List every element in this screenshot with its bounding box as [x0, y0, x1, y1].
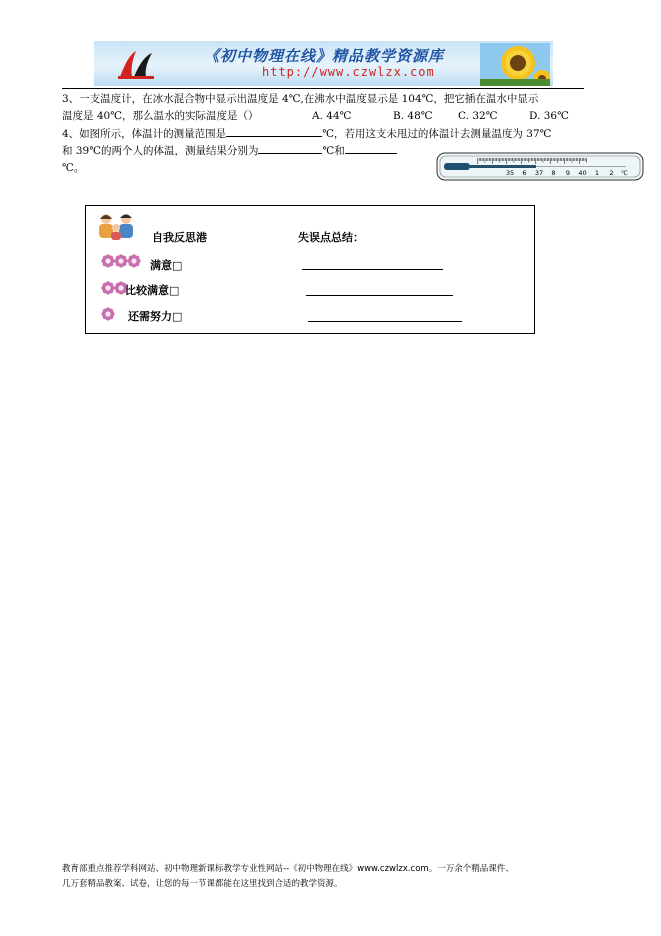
thermometer-scale-label: 8	[551, 169, 556, 177]
reflection-title: 自我反思港	[152, 231, 207, 244]
q4-text-and: ℃和	[322, 145, 345, 157]
footer-line-2: 几万套精品教案、试卷，让您的每一节课都能在这里找到合适的教学资源。	[62, 879, 343, 889]
flower-icon	[101, 281, 115, 295]
q3-option-d[interactable]: D. 36℃	[529, 110, 569, 122]
flower-icon	[127, 254, 141, 268]
header-rule	[62, 88, 584, 89]
thermometer-scale-label: 40	[578, 169, 587, 177]
summary-line-2[interactable]	[306, 295, 453, 296]
summary-line-3[interactable]	[308, 321, 462, 322]
clinical-thermometer-figure	[436, 152, 646, 182]
summary-line-1[interactable]	[302, 269, 443, 270]
q4-line-2	[62, 143, 397, 158]
banner-url[interactable]: http://www.czwlzx.com	[262, 65, 435, 79]
q4-text-range: 4、如图所示，体温计的测量范围是	[62, 128, 227, 140]
mistake-summary-title: 失误点总结：	[298, 231, 364, 244]
banner-title: 《初中物理在线》精品教学资源库	[204, 47, 445, 65]
rating-satisfied-label[interactable]: 满意□	[150, 259, 183, 272]
family-icon	[94, 211, 138, 241]
q3-option-c[interactable]: C. 32℃	[458, 110, 498, 122]
thermometer-scale-label: 9	[565, 169, 571, 177]
header-banner	[94, 41, 553, 86]
thermometer-scale-label: 1	[594, 169, 600, 177]
q4-blank-range[interactable]	[226, 126, 322, 137]
footer-line-1: 教育部重点推荐学科网站、初中物理新课标教学专业性网站--《初中物理在线》www.czwlzx.com。一万余个精品课件、	[62, 864, 514, 874]
site-logo	[116, 47, 156, 81]
q4-blank-result-2[interactable]	[345, 143, 397, 154]
q3-line-1: 3、一支温度计，在冰水混合物中显示出温度是 4℃,在沸水中温度显示是 104℃，把它插在温水中显示	[62, 93, 539, 105]
rating-needs-effort-label[interactable]: 还需努力□	[128, 310, 183, 323]
self-reflection-box	[85, 205, 535, 334]
flower-icon	[101, 307, 115, 321]
thermometer-unit: ℃	[621, 170, 628, 177]
page-footer	[62, 862, 514, 892]
q4-text-results: 和 39℃的两个人的体温，测量结果分别为	[62, 145, 259, 157]
q3-option-a[interactable]: A. 44℃	[312, 110, 352, 122]
q4-line-1	[62, 126, 551, 141]
sunflower-image	[480, 43, 550, 86]
rating-satisfied-flowers	[101, 253, 140, 267]
q4-blank-result-1[interactable]	[258, 143, 322, 154]
q3-line-2: 温度是 40℃，那么温水的实际温度是（）	[62, 110, 259, 122]
thermometer-scale-label: 6	[522, 169, 527, 177]
rating-needs-effort-flowers	[101, 306, 114, 320]
q3-option-b[interactable]: B. 48℃	[393, 110, 433, 122]
rating-fairly-satisfied-flowers	[101, 280, 127, 294]
flower-icon	[101, 254, 115, 268]
thermometer-scale-label: 35	[505, 169, 515, 177]
flower-icon	[114, 254, 128, 268]
q4-text-measure: ℃，若用这支未甩过的体温计去测量温度为 37℃	[322, 128, 552, 140]
q4-line-3: ℃。	[62, 162, 85, 174]
thermometer-scale-label: 37	[534, 169, 544, 177]
thermometer-scale-label: 2	[609, 169, 614, 177]
rating-fairly-satisfied-label[interactable]: 比较满意□	[125, 284, 180, 297]
